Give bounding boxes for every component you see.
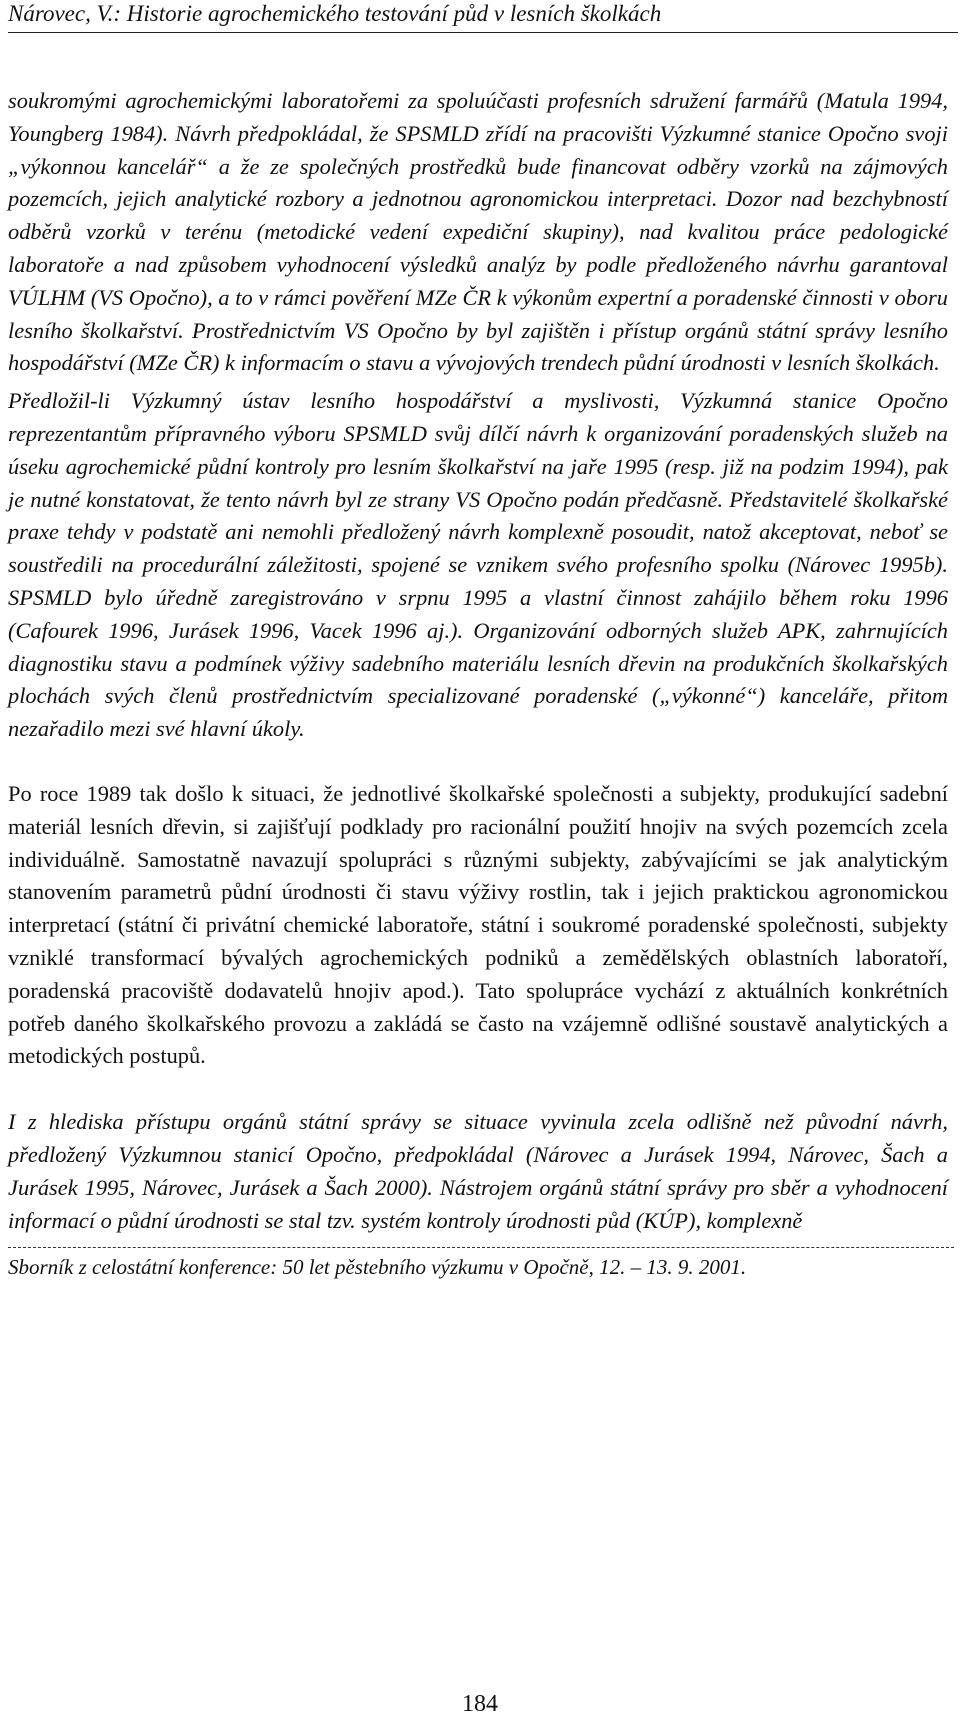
conference-footer: Sborník z celostátní konference: 50 let pěstebního výzkumu v Opočně, 12. – 13. 9. 2001. [8, 1255, 747, 1280]
body-paragraph-1: soukromými agrochemickými laboratořemi za spoluúčasti profesních sdružení farmářů (Matula 1994, Youngberg 1984). Návrh předpokládal, že SPSMLD zřídí na pracovišti Výzkumné stanice Opočno svoji „výkonnou kancelář“ a že ze společných prostředků bude financovat odběry vzorků na zájmových pozemcích, jejich analytické rozbory a jednotnou agronomickou interpretaci. Dozor nad bezchybností odběrů vzorků v terénu (metodické vedení expediční skupiny), nad kvalitou práce pedologické laboratoře a nad způsobem vyhodnocení výsledků analýz by podle předloženého návrhu garantoval VÚLHM (VS Opočno), a to v rámci pověření MZe ČR k výkonům expertní a poradenské činnosti v oboru lesního školkařství. Prostřednictvím VS Opočno by byl zajištěn i přístup orgánů státní správy lesního hospodářství (MZe ČR) k informacím o stavu a vývojových trendech půdní úrodnosti v lesních školkách. [8, 88, 948, 376]
body-paragraph-4: I z hlediska přístupu orgánů státní správy se situace vyvinula zcela odlišně než původní návrh, předložený Výzkumnou stanicí Opočno, předpokládal (Nárovec a Jurásek 1994, Nárovec, Šach a Jurásek 1995, Nárovec, Jurásek a Šach 2000). Nástrojem orgánů státní správy pro sběr a vyhodnocení informací o půdní úrodnosti se stal tzv. systém kontroly úrodnosti půd (KÚP), komplexně [8, 1109, 948, 1233]
body-paragraph-2: Předložil-li Výzkumný ústav lesního hospodářství a myslivosti, Výzkumná stanice Opočno reprezentantům přípravného výboru SPSMLD svůj dílčí návrh k organizování poradenských služeb na úseku agrochemické půdní kontroly pro lesním školkařství na jaře 1995 (resp. již na podzim 1994), pak je nutné konstatovat, že tento návrh byl ze strany VS Opočno podán předčasně. Představitelé školkařské praxe tehdy v podstatě ani nemohli předložený návrh komplexně posoudit, natož akceptovat, neboť se soustředili na procedurální záležitosti, spojené se vznikem svého profesního spolku (Nárovec 1995b). SPSMLD bylo úředně zaregistrováno v srpnu 1995 a vlastní činnost zahájilo během roku 1996 (Cafourek 1996, Jurásek 1996, Vacek 1996 aj.). Organizování odborných služeb APK, zahrnujících diagnostiku stavu a podmínek výživy sadebního materiálu lesních dřevin na produkčních školkařských plochách svých členů prostřednictvím specializované poradenské („výkonné“) kanceláře, přitom nezařadilo mezi své hlavní úkoly. [8, 388, 948, 742]
document-page [8, 0, 948, 1280]
page-number: 184 [462, 1691, 498, 1717]
header-rule [8, 32, 958, 33]
footer-dashed-rule [8, 1247, 954, 1248]
running-header: Nárovec, V.: Historie agrochemického testování půd v lesních školkách [8, 1, 662, 26]
body-paragraph-3: Po roce 1989 tak došlo k situaci, že jednotlivé školkařské společnosti a subjekty, produkující sadební materiál lesních dřevin, si zajišťují podklady pro racionální použití hnojiv na svých pozemcích zcela individuálně. Samostatně navazují spolupráci s různými subjekty, zabývajícími se jak analytickým stanovením parametrů půdní úrodnosti či stavu výživy rostlin, tak i jejich praktickou agronomickou interpretací (státní či privátní chemické laboratoře, státní i soukromé poradenské společnosti, subjekty vzniklé transformací bývalých agrochemických podniků a zemědělských oblastních laboratoří, poradenská pracoviště dodavatelů hnojiv apod.). Tato spolupráce vychází z aktuálních konkrétních potřeb daného školkařského provozu a zakládá se často na vzájemně odlišné soustavě analytických a metodických postupů. [8, 780, 948, 1069]
